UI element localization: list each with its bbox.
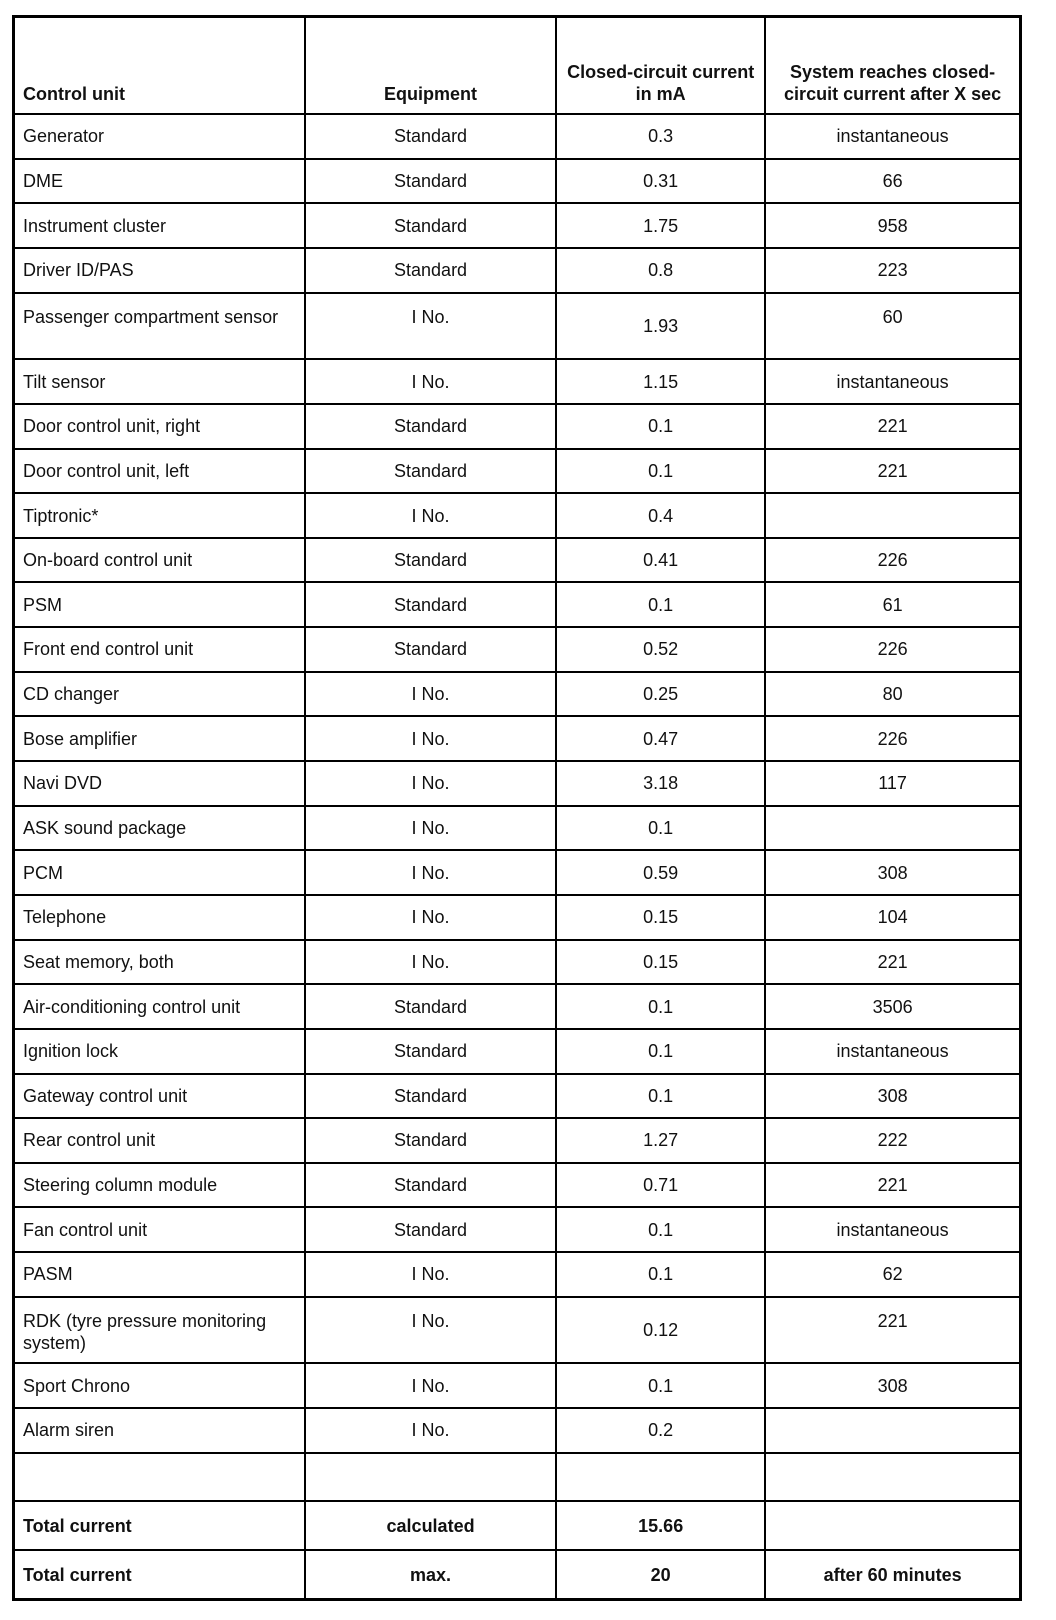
cell-control-unit: Telephone — [14, 895, 305, 940]
cell-current: 1.27 — [556, 1118, 765, 1163]
table-row — [14, 984, 1021, 1029]
cell-current: 0.31 — [556, 159, 765, 204]
cell-time: 223 — [765, 248, 1020, 293]
table-row — [14, 806, 1021, 851]
header-time: System reaches closed-circuit current after X sec — [765, 17, 1020, 115]
cell-current: 0.3 — [556, 114, 765, 159]
cell-control-unit: Air-conditioning control unit — [14, 984, 305, 1029]
table-row — [14, 248, 1021, 293]
cell-time: 117 — [765, 761, 1020, 806]
table-row — [14, 1163, 1021, 1208]
cell-control-unit: Total current — [14, 1501, 305, 1550]
cell-current: 0.47 — [556, 716, 765, 761]
cell-equipment: I No. — [305, 716, 556, 761]
cell-control-unit: PCM — [14, 850, 305, 895]
cell-time — [765, 493, 1020, 538]
cell-equipment: Standard — [305, 248, 556, 293]
cell-current: 1.75 — [556, 203, 765, 248]
cell-time: 62 — [765, 1252, 1020, 1297]
cell-time: instantaneous — [765, 1029, 1020, 1074]
table-row — [14, 940, 1021, 985]
cell-equipment: I No. — [305, 1252, 556, 1297]
cell-control-unit: Alarm siren — [14, 1408, 305, 1453]
cell-current: 0.15 — [556, 895, 765, 940]
table-row — [14, 1453, 1021, 1501]
table-row — [14, 582, 1021, 627]
cell-equipment: Standard — [305, 984, 556, 1029]
cell-equipment: I No. — [305, 359, 556, 404]
cell-equipment: max. — [305, 1550, 556, 1599]
table-body — [14, 114, 1021, 1600]
cell-control-unit: Passenger compartment sensor — [14, 293, 305, 360]
header-current: Closed-circuit current in mA — [556, 17, 765, 115]
cell-time: 66 — [765, 159, 1020, 204]
cell-control-unit: Gateway control unit — [14, 1074, 305, 1119]
cell-current: 15.66 — [556, 1501, 765, 1550]
cell-time: 226 — [765, 538, 1020, 583]
cell-control-unit: Tiptronic* — [14, 493, 305, 538]
cell-time: 958 — [765, 203, 1020, 248]
cell-time: 221 — [765, 1297, 1020, 1364]
cell-time: 221 — [765, 449, 1020, 494]
cell-control-unit: Bose amplifier — [14, 716, 305, 761]
cell-control-unit: Total current — [14, 1550, 305, 1599]
cell-current: 3.18 — [556, 761, 765, 806]
cell-current: 0.1 — [556, 1074, 765, 1119]
closed-circuit-current-table — [12, 15, 1022, 1601]
cell-current: 0.1 — [556, 582, 765, 627]
cell-time: 104 — [765, 895, 1020, 940]
cell-equipment: Standard — [305, 1029, 556, 1074]
total-row — [14, 1501, 1021, 1550]
cell-current: 0.15 — [556, 940, 765, 985]
cell-time: 221 — [765, 940, 1020, 985]
table-row — [14, 1408, 1021, 1453]
cell-equipment: calculated — [305, 1501, 556, 1550]
cell-equipment: Standard — [305, 203, 556, 248]
cell-time: 308 — [765, 850, 1020, 895]
cell-equipment: Standard — [305, 114, 556, 159]
cell-equipment: Standard — [305, 1074, 556, 1119]
cell-time: 60 — [765, 293, 1020, 360]
cell-control-unit: PASM — [14, 1252, 305, 1297]
table-row — [14, 493, 1021, 538]
cell-time: 308 — [765, 1074, 1020, 1119]
cell-time: instantaneous — [765, 359, 1020, 404]
cell-current: 0.4 — [556, 493, 765, 538]
cell-control-unit: Door control unit, right — [14, 404, 305, 449]
cell-control-unit: Steering column module — [14, 1163, 305, 1208]
cell-current: 0.2 — [556, 1408, 765, 1453]
cell-equipment: I No. — [305, 940, 556, 985]
total-row — [14, 1550, 1021, 1599]
table-row — [14, 449, 1021, 494]
cell-current: 20 — [556, 1550, 765, 1599]
table-row — [14, 627, 1021, 672]
cell-current: 0.1 — [556, 1029, 765, 1074]
cell-time: instantaneous — [765, 1207, 1020, 1252]
cell-equipment: I No. — [305, 1297, 556, 1364]
cell-time: 61 — [765, 582, 1020, 627]
cell-equipment: Standard — [305, 404, 556, 449]
cell-time: 226 — [765, 627, 1020, 672]
cell-equipment: I No. — [305, 1363, 556, 1408]
table-row — [14, 1074, 1021, 1119]
cell-control-unit: Tilt sensor — [14, 359, 305, 404]
cell-equipment: Standard — [305, 1207, 556, 1252]
header-control-unit: Control unit — [14, 17, 305, 115]
cell-equipment: Standard — [305, 627, 556, 672]
cell-current: 0.71 — [556, 1163, 765, 1208]
table-row — [14, 159, 1021, 204]
cell-equipment: I No. — [305, 761, 556, 806]
cell-equipment: I No. — [305, 850, 556, 895]
table-row — [14, 114, 1021, 159]
table-row — [14, 850, 1021, 895]
cell-control-unit: Generator — [14, 114, 305, 159]
cell-control-unit: Instrument cluster — [14, 203, 305, 248]
cell-time: 3506 — [765, 984, 1020, 1029]
cell-control-unit: Sport Chrono — [14, 1363, 305, 1408]
cell-equipment: Standard — [305, 538, 556, 583]
cell-control-unit: PSM — [14, 582, 305, 627]
table-row — [14, 1207, 1021, 1252]
table-row — [14, 1297, 1021, 1364]
cell-control-unit — [14, 1453, 305, 1501]
cell-equipment: I No. — [305, 293, 556, 360]
cell-time: 221 — [765, 1163, 1020, 1208]
cell-current: 0.8 — [556, 248, 765, 293]
cell-equipment: Standard — [305, 159, 556, 204]
cell-current: 0.52 — [556, 627, 765, 672]
table-row — [14, 359, 1021, 404]
cell-control-unit: Door control unit, left — [14, 449, 305, 494]
cell-equipment: Standard — [305, 1163, 556, 1208]
cell-equipment — [305, 1453, 556, 1501]
cell-time: 221 — [765, 404, 1020, 449]
cell-time: 308 — [765, 1363, 1020, 1408]
cell-equipment: Standard — [305, 449, 556, 494]
cell-time: instantaneous — [765, 114, 1020, 159]
table-row — [14, 203, 1021, 248]
cell-control-unit: Seat memory, both — [14, 940, 305, 985]
cell-current: 0.25 — [556, 672, 765, 717]
cell-equipment: I No. — [305, 493, 556, 538]
cell-control-unit: Rear control unit — [14, 1118, 305, 1163]
cell-current: 0.1 — [556, 404, 765, 449]
cell-current: 0.1 — [556, 1363, 765, 1408]
cell-current: 0.1 — [556, 806, 765, 851]
cell-equipment: Standard — [305, 582, 556, 627]
header-equipment: Equipment — [305, 17, 556, 115]
table-row — [14, 1029, 1021, 1074]
cell-current: 0.41 — [556, 538, 765, 583]
cell-current: 1.93 — [556, 293, 765, 360]
cell-time — [765, 1453, 1020, 1501]
cell-time — [765, 1501, 1020, 1550]
table-row — [14, 404, 1021, 449]
table-row — [14, 1363, 1021, 1408]
cell-time: 226 — [765, 716, 1020, 761]
cell-time — [765, 1408, 1020, 1453]
cell-control-unit: DME — [14, 159, 305, 204]
cell-control-unit: ASK sound package — [14, 806, 305, 851]
cell-time: 222 — [765, 1118, 1020, 1163]
cell-control-unit: Ignition lock — [14, 1029, 305, 1074]
cell-equipment: I No. — [305, 895, 556, 940]
cell-control-unit: RDK (tyre pressure monitoring system) — [14, 1297, 305, 1364]
cell-current: 0.59 — [556, 850, 765, 895]
cell-current: 0.1 — [556, 449, 765, 494]
table-row — [14, 895, 1021, 940]
table-row — [14, 538, 1021, 583]
cell-current: 0.1 — [556, 984, 765, 1029]
cell-current: 0.1 — [556, 1207, 765, 1252]
cell-equipment: Standard — [305, 1118, 556, 1163]
cell-control-unit: Navi DVD — [14, 761, 305, 806]
cell-control-unit: Driver ID/PAS — [14, 248, 305, 293]
header-row — [14, 17, 1021, 115]
table-row — [14, 1252, 1021, 1297]
cell-control-unit: On-board control unit — [14, 538, 305, 583]
table-row — [14, 672, 1021, 717]
table-row — [14, 293, 1021, 360]
cell-time: 80 — [765, 672, 1020, 717]
cell-time: after 60 minutes — [765, 1550, 1020, 1599]
table-row — [14, 1118, 1021, 1163]
table-row — [14, 761, 1021, 806]
cell-control-unit: Front end control unit — [14, 627, 305, 672]
cell-control-unit: Fan control unit — [14, 1207, 305, 1252]
cell-time — [765, 806, 1020, 851]
cell-control-unit: CD changer — [14, 672, 305, 717]
cell-equipment: I No. — [305, 1408, 556, 1453]
table-row — [14, 716, 1021, 761]
cell-current: 0.1 — [556, 1252, 765, 1297]
cell-current — [556, 1453, 765, 1501]
cell-equipment: I No. — [305, 806, 556, 851]
cell-current: 0.12 — [556, 1297, 765, 1364]
cell-current: 1.15 — [556, 359, 765, 404]
cell-equipment: I No. — [305, 672, 556, 717]
